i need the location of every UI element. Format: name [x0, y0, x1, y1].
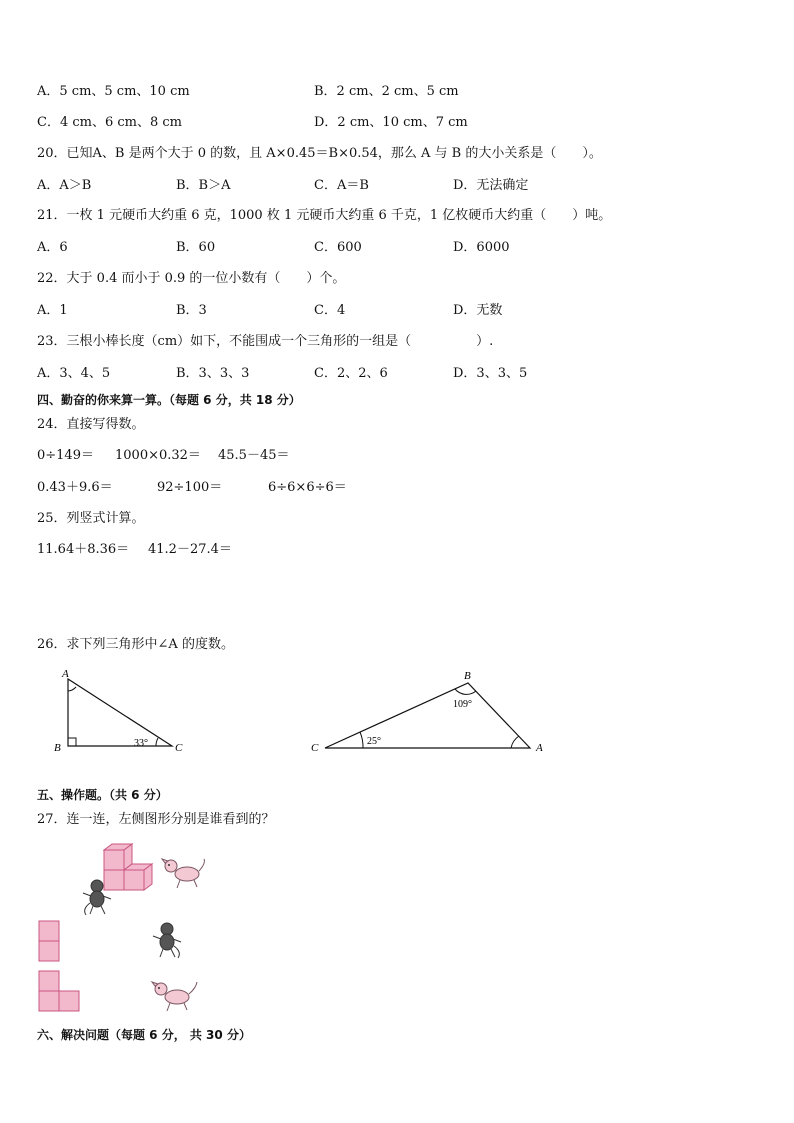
q24-item-1: 0÷149＝ [37, 448, 94, 463]
q20-option-a: A．A＞B [37, 178, 92, 193]
t2-angle-c-label: 25° [367, 736, 381, 747]
t1-vertex-b: B [54, 742, 61, 754]
q21-option-d: D．6000 [453, 240, 510, 255]
q23-option-c: C．2、2、6 [314, 366, 388, 381]
t2-vertex-a: A [536, 742, 543, 754]
t2-vertex-c: C [311, 742, 319, 754]
right-triangle-figure [50, 665, 200, 760]
q23-option-b: B．3、3、3 [176, 366, 250, 381]
q24-item-6: 6÷6×6÷6＝ [268, 480, 347, 495]
obtuse-triangle-figure [305, 665, 555, 760]
q21-option-c: C．600 [314, 240, 362, 255]
q23-stem: 23．三根小棒长度（cm）如下，不能围成一个三角形的一组是（ ）. [37, 334, 494, 349]
q22-option-b: B．3 [176, 303, 207, 318]
q19-option-b: B．2 cm、2 cm、5 cm [314, 84, 459, 99]
t2-vertex-b: B [464, 670, 471, 682]
monkey-icon-2 [150, 920, 184, 960]
section-5-heading: 五、操作题。（共 6 分） [37, 788, 168, 802]
q26-stem: 26．求下列三角形中∠A 的度数。 [37, 637, 234, 652]
q23-option-d: D．3、3、5 [453, 366, 528, 381]
q21-option-b: B．60 [176, 240, 216, 255]
q25-item-2: 41.2－27.4＝ [148, 542, 232, 557]
q22-option-a: A．1 [37, 303, 68, 318]
q25-item-1: 11.64＋8.36＝ [37, 542, 130, 557]
q20-option-c: C．A＝B [314, 178, 369, 193]
monkey-icon [80, 877, 114, 917]
q25-stem: 25．列竖式计算。 [37, 511, 145, 526]
q22-stem: 22．大于 0.4 而小于 0.9 的一位小数有（ ）个。 [37, 271, 346, 286]
t2-angle-b-label: 109° [453, 699, 472, 710]
q24-stem: 24．直接写得数。 [37, 417, 145, 432]
q24-item-3: 45.5－45＝ [218, 448, 290, 463]
q22-option-d: D．无数 [453, 303, 503, 318]
q24-item-2: 1000×0.32＝ [115, 448, 201, 463]
q24-item-4: 0.43＋9.6＝ [37, 480, 113, 495]
q20-option-d: D．无法确定 [453, 178, 529, 193]
dog-icon [160, 853, 208, 891]
q21-stem: 21．一枚 1 元硬币大约重 6 克，1000 枚 1 元硬币大约重 6 千克，1 亿枚硬币大约重（ ）吨。 [37, 208, 612, 223]
q22-option-c: C．4 [314, 303, 346, 318]
section-6-heading: 六、解决问题（每题 6 分， 共 30 分） [37, 1028, 251, 1042]
view-two-vertical-squares [38, 920, 62, 964]
q19-option-a: A．5 cm、5 cm、10 cm [37, 84, 190, 99]
q20-option-b: B．B＞A [176, 178, 231, 193]
dog-icon-2 [150, 976, 200, 1014]
t1-angle-c-label: 33° [134, 738, 148, 749]
section-4-heading: 四、勤奋的你来算一算。（每题 6 分，共 18 分） [37, 393, 301, 407]
t1-vertex-a: A [62, 668, 69, 680]
t1-vertex-c: C [175, 742, 183, 754]
q23-option-a: A．3、4、5 [37, 366, 111, 381]
q24-item-5: 92÷100＝ [157, 480, 223, 495]
q21-option-a: A．6 [37, 240, 68, 255]
q19-option-c: C．4 cm、6 cm、8 cm [37, 115, 182, 130]
q20-stem: 20．已知A、B 是两个大于 0 的数，且 A×0.45＝B×0.54，那么 A 与 B 的大小关系是（ ）。 [37, 146, 602, 161]
view-l-shape [38, 970, 84, 1014]
q19-option-d: D．2 cm、10 cm、7 cm [314, 115, 468, 130]
q27-stem: 27．连一连，左侧图形分别是谁看到的？ [37, 812, 275, 827]
